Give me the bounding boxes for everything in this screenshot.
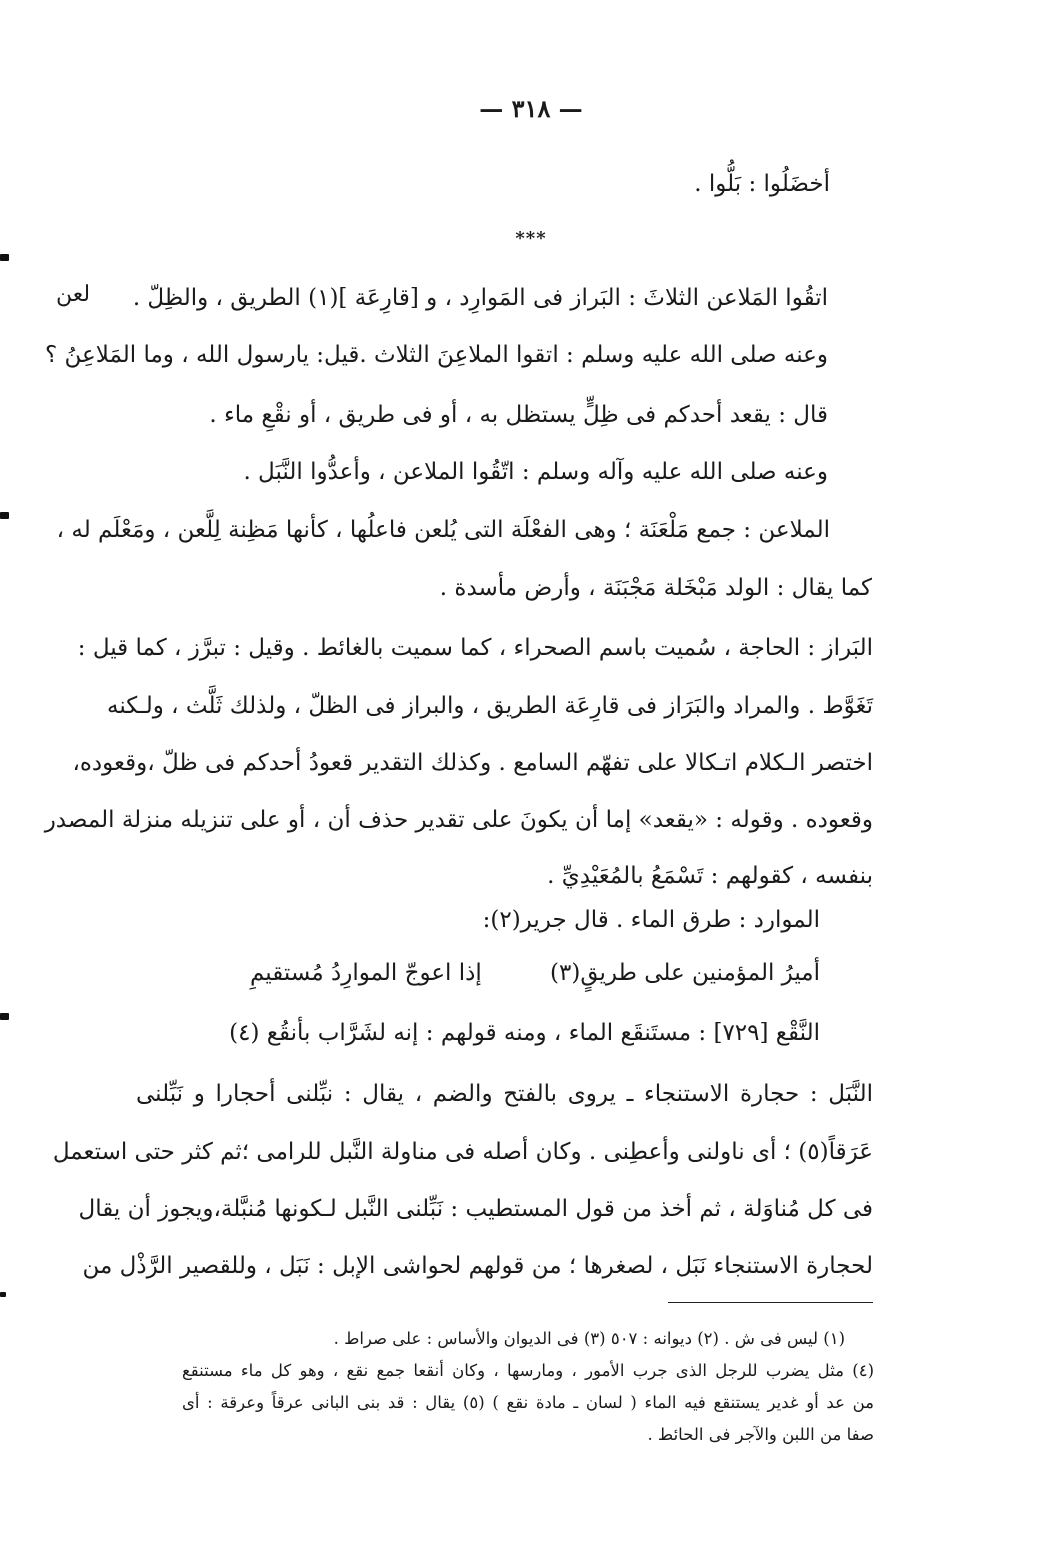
footnote-line: (١) ليس فى ش . (٢) ديوانه : ٥٠٧ (٣) فى الديوان والأساس : على صراط .: [333, 1329, 845, 1348]
text-line: وعنه صلى الله عليه وسلم : اتقوا الملاعِنَ الثلاث .قيل: يارسول الله ، وما المَلاعِنُ ؟: [45, 342, 828, 368]
text-line: كما يقال : الولد مَبْخَلة مَجْبَنَة ، وأرض مأسدة .: [439, 575, 872, 601]
text-line: الموارد : طرق الماء . قال جرير(٢):: [482, 907, 820, 933]
footnote-separator: [668, 1302, 873, 1303]
margin-keyword: لعن: [56, 282, 91, 307]
text-line: عَرَقاً(٥) ؛ أى ناولنى وأعطِنى . وكان أصله فى مناولة النَّبل للرامى ؛ثم كثر حتى استعمل: [52, 1139, 873, 1165]
footnote-line: (٤) مثل يضرب للرجل الذى جرب الأمور ، ومارسها ، وكان أنقعا جمع نقع ، وهو كل ماء مستنقع: [182, 1361, 874, 1380]
section-separator: ***: [515, 228, 547, 249]
text-line: تَغَوَّط . والمراد والبَرَاز فى قارِعَة الطريق ، والبراز فى الظلّ ، ولذلك ثَلَّث ، ولـكنه: [106, 693, 873, 719]
text-line: اتقُوا المَلاعن الثلاثَ : البَراز فى المَوارِد ، و [قارِعَة ](١) الطريق ، والظِلّ .: [132, 285, 828, 311]
text-line: بنفسه ، كقولهم : تَسْمَعُ بالمُعَيْدِيِّ .: [547, 863, 873, 889]
text-line: فى كل مُناوَلة ، ثم أخذ من قول المستطيب : نَبِّلنى النَّبل لـكونها مُنبَّلة،ويجوز أن يقال: [78, 1196, 873, 1222]
text-line: قال : يقعد أحدكم فى ظِلٍّ يستظل به ، أو فى طريق ، أو نقْعِ ماء .: [209, 402, 828, 428]
binding-mark: [0, 254, 9, 261]
text-line: النَّبَل : حجارة الاستنجاء ـ يروى بالفتح والضم ، يقال : نبِّلنى أحجارا و نَبِّلنى: [136, 1081, 873, 1107]
text-line: أخضَلُوا : بَلُّوا .: [694, 171, 830, 197]
footnote-line: من عد أو غدير يستنقع فيه الماء ( لسان ـ مادة نقع ) (٥) يقال : قد بنى البانى عرقاً وعرقة : أى: [182, 1393, 874, 1412]
verse-first-hemistich: أميرُ المؤمنين على طريقٍ(٣): [550, 960, 820, 986]
binding-mark: [0, 512, 9, 519]
text-line: لحجارة الاستنجاء نَبَل ، لصغرها ؛ من قولهم لحواشى الإبل : نَبَل ، وللقصير الرَّذْل من: [82, 1253, 873, 1279]
text-line: وعنه صلى الله عليه وآله وسلم : اتّقُوا الملاعن ، وأعدُّوا النَّبَل .: [243, 459, 828, 485]
text-line: الملاعن : جمع مَلْعَنَة ؛ وهى الفعْلَة التى يُلعن فاعلُها ، كأنها مَظِنة لِلَّعن ، ومَعْلَم له ،: [56, 517, 830, 543]
poetry-verse: [250, 955, 820, 995]
page-number: — ٣١٨ —: [479, 94, 583, 123]
text-line: اختصر الـكلام اتـكالا على تفهّم السامع . وكذلك التقدير قعودُ أحدكم فى ظلّ ،وقعوده،: [72, 750, 873, 776]
footnote-line: صفا من اللبن والآجر فى الحائط .: [647, 1425, 874, 1444]
text-line: البَراز : الحاجة ، سُميت باسم الصحراء ، كما سميت بالغائط . وقيل : تبرَّز ، كما قيل :: [77, 635, 873, 661]
text-line: وقعوده . وقوله : «يقعد» إما أن يكونَ على تقدير حذف أن ، أو على تنزيله منزلة المصدر: [44, 807, 873, 833]
binding-mark: [0, 1013, 9, 1020]
verse-second-hemistich: إذا اعوجّ الموارِدُ مُستقيمِ: [250, 960, 482, 986]
binding-mark: [0, 1292, 6, 1297]
text-line: النَّقْع [٧٢٩] : مستَنقَع الماء ، ومنه قولهم : إنه لشَرَّاب بأنقُع (٤): [229, 1020, 820, 1046]
